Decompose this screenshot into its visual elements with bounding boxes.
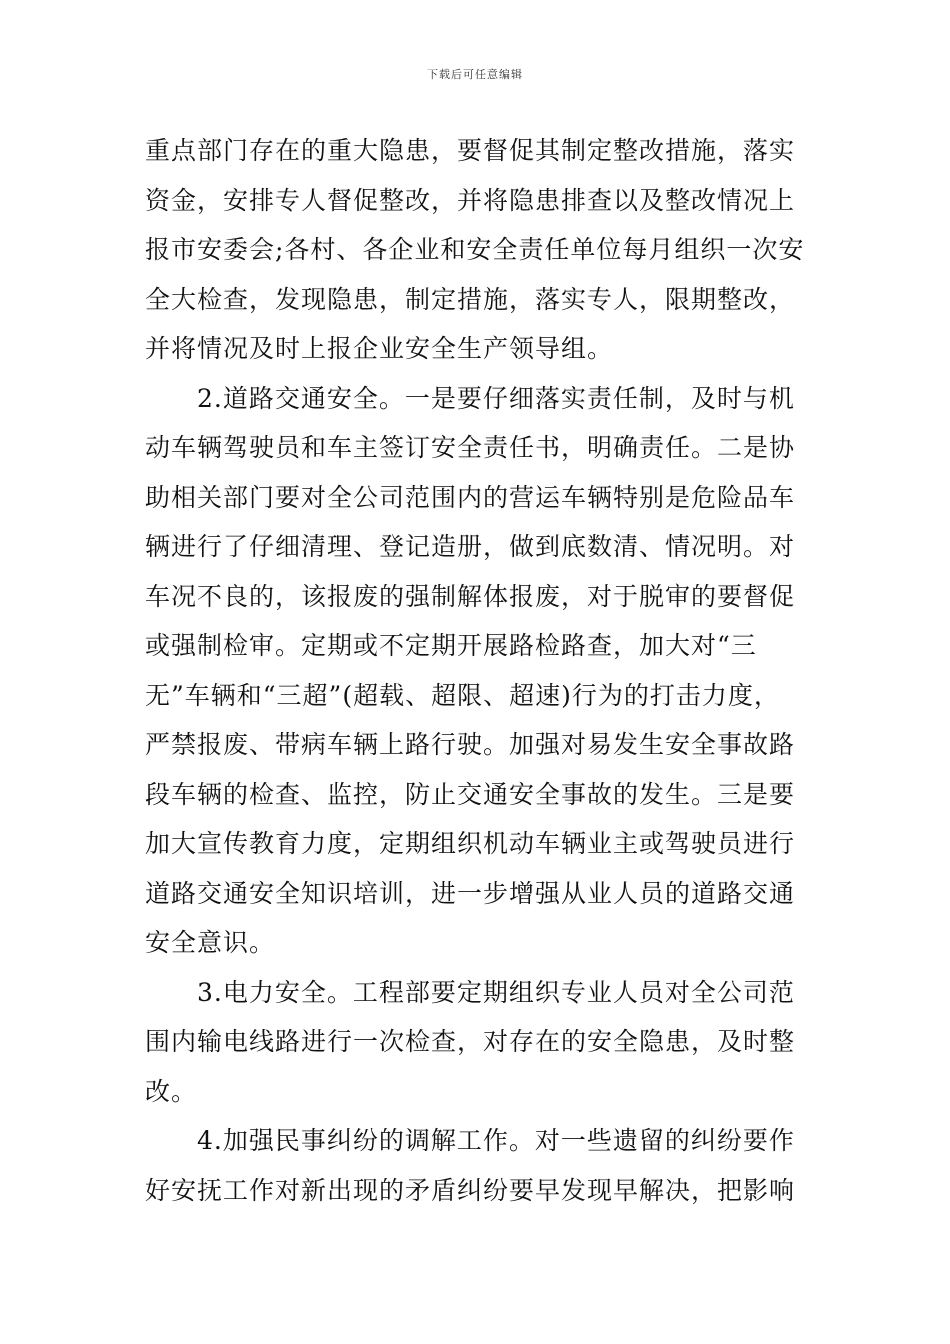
text-line: 段车辆的检查、监控，防止交通安全事故的发生。三是要 — [145, 779, 796, 809]
text-line: 4.加强民事纠纷的调解工作。对一些遗留的纠纷要作 — [197, 1126, 795, 1155]
text-line: 并将情况及时上报企业安全生产领导组。 — [145, 334, 614, 363]
document-body — [145, 126, 815, 1215]
text-line: 好安抚工作对新出现的矛盾纠纷要早发现早解决，把影响 — [145, 1175, 796, 1205]
text-line: 或强制检审。定期或不定期开展路检路查，加大对“三 — [145, 631, 757, 660]
text-line: 辆进行了仔细清理、登记造册，做到底数清、情况明。对 — [145, 532, 796, 561]
text-line: 车况不良的，该报废的强制解体报废，对于脱审的要督促 — [145, 581, 796, 611]
text-line: 全大检查，发现隐患，制定措施，落实专人，限期整改， — [145, 284, 796, 314]
text-line: 道路交通安全知识培训，进一步增强从业人员的道路交通 — [145, 878, 796, 908]
text-line: 安全意识。 — [145, 928, 276, 957]
paragraph-1 — [145, 126, 815, 374]
paragraph-3 — [145, 968, 815, 1117]
text-line: 严禁报废、带病车辆上路行驶。加强对易发生安全事故路 — [145, 730, 796, 759]
text-line: 报市安委会;各村、各企业和安全责任单位每月组织一次安 — [145, 235, 805, 264]
text-line: 助相关部门要对全公司范围内的营运车辆特别是危险品车 — [145, 482, 796, 512]
text-line: 资金，安排专人督促整改，并将隐患排查以及整改情况上 — [145, 185, 796, 215]
text-line: 动车辆驾驶员和车主签订安全责任书，明确责任。二是协 — [145, 433, 796, 462]
text-line: 2.道路交通安全。一是要仔细落实责任制，及时与机 — [197, 383, 795, 413]
page-header: 下载后可任意编辑 — [427, 68, 523, 81]
text-line: 围内输电线路进行一次检查，对存在的安全隐患，及时整 — [145, 1027, 796, 1056]
paragraph-2 — [145, 374, 815, 968]
text-line: 改。 — [145, 1076, 198, 1106]
text-line: 无”车辆和“三超”(超载、超限、超速)行为的打击力度， — [145, 680, 780, 710]
text-line: 加大宣传教育力度，定期组织机动车辆业主或驾驶员进行 — [145, 829, 796, 858]
text-line: 重点部门存在的重大隐患，要督促其制定整改措施，落实 — [145, 136, 796, 165]
paragraph-4 — [145, 1116, 815, 1215]
text-line: 3.电力安全。工程部要定期组织专业人员对全公司范 — [197, 977, 795, 1007]
